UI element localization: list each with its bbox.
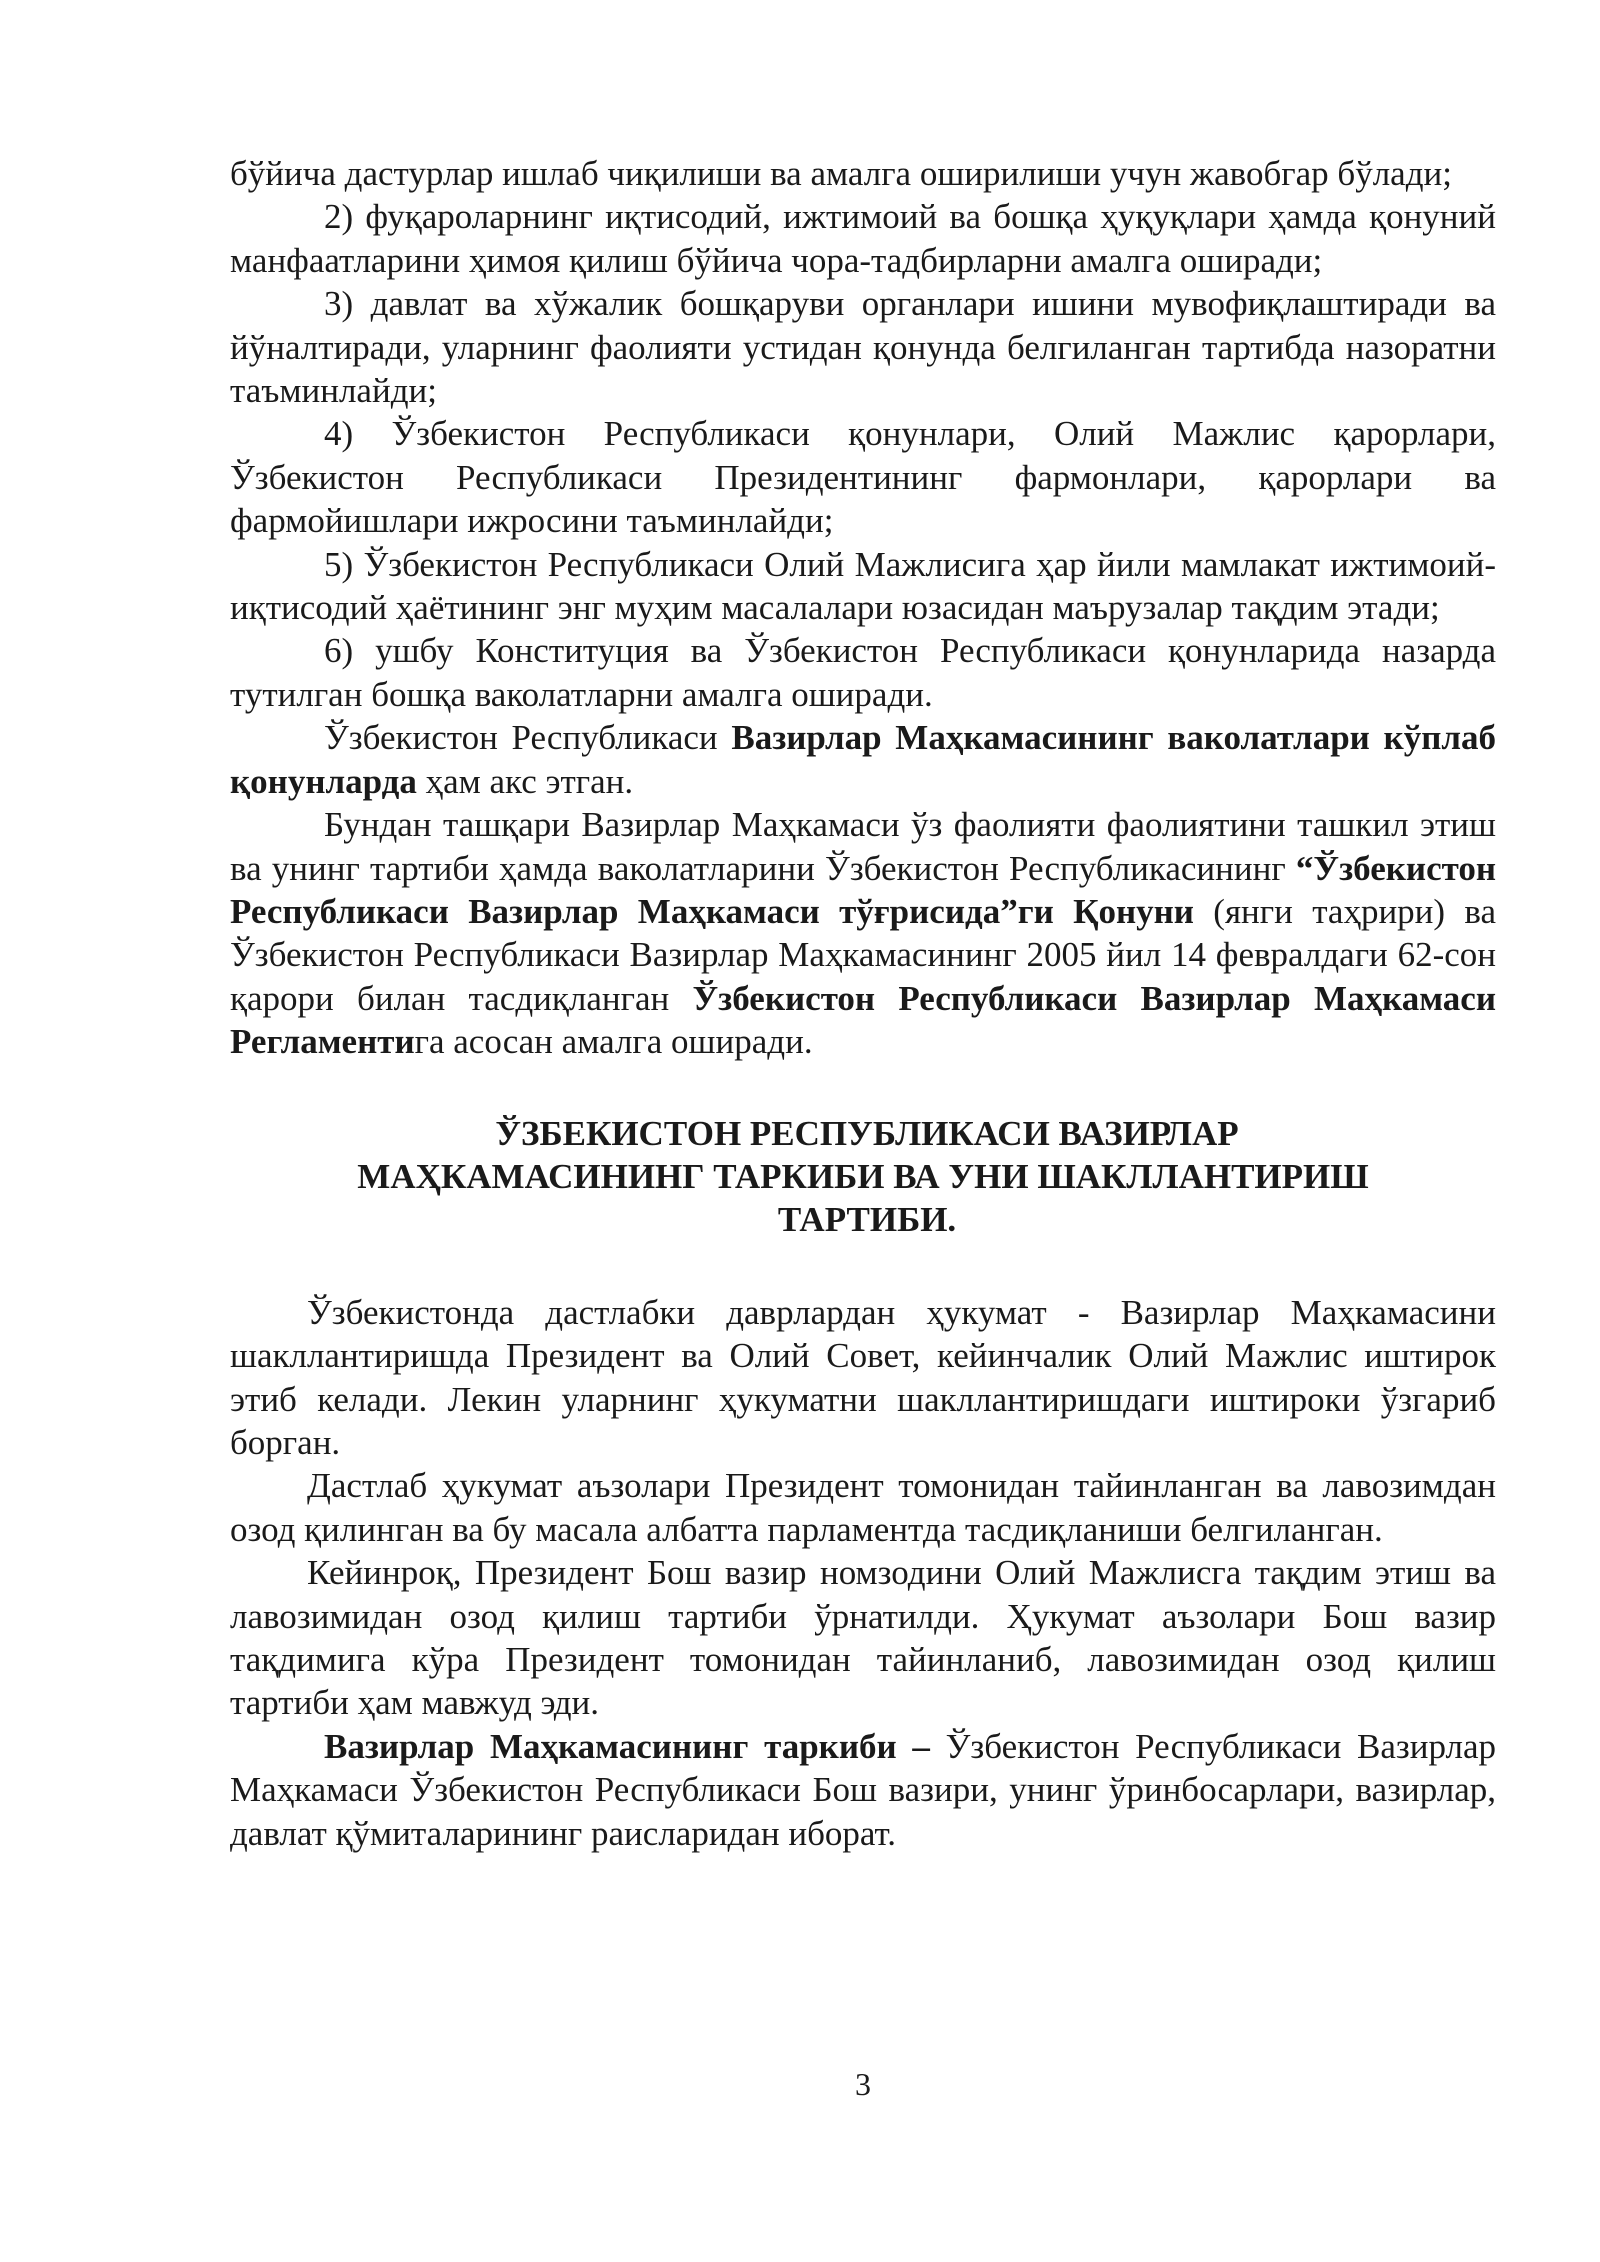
heading-line-1: ЎЗБЕКИСТОН РЕСПУБЛИКАСИ ВАЗИРЛАР <box>495 1113 1239 1153</box>
composition-rest: Ўзбекистон Республикаси Вазирлар Маҳкамаси Ўзбекистон Республикаси Бош вазири, унинг ўринбосарлари, вазирлар, давлат қўмиталарининг раисларидан иборат. <box>230 1726 1497 1853</box>
regulation-law-title: “Ўзбекистон Республикаси Вазирлар Маҳкамаси тўғрисида”ги Қонуни <box>230 848 1496 931</box>
page-number: 3 <box>855 2066 871 2102</box>
regulation-reglament-title: Ўзбекистон Республикаси Вазирлар Маҳкамаси Регламенти <box>230 978 1496 1062</box>
heading-line-3: ТАРТИБИ. <box>777 1200 957 1240</box>
list-item-2: 2) фуқароларнинг иқтисодий, ижтимоий ва бошқа ҳуқуқлари ҳамда қонуний манфаатларини ҳимоя қилиш бўйича чора-тадбирларни амалга оширади; <box>230 197 1496 280</box>
paragraph-powers <box>230 716 1496 803</box>
paragraph-continuation: бўйича дастурлар ишлаб чиқилиши ва амалга оширилиши учун жавобгар бўлади; <box>230 154 1452 193</box>
paragraph-composition <box>230 1725 1496 1855</box>
regulation-text-2: (янги таҳрири) ва Ўзбекистон Республикаси Вазирлар Маҳкамасининг 2005 йил 14 февралдаги 62-сон қарори билан тасдиқланган <box>230 891 1496 1018</box>
paragraph-initial-appointment: Дастлаб ҳукумат аъзолари Президент томонидан тайинланган ва лавозимдан озод қилинган ва бу масала албатта парламентда тасдиқланиши белгиланган. <box>230 1466 1496 1549</box>
regulation-text-1: Бундан ташқари Вазирлар Маҳкамаси ўз фаолияти фаолиятини ташкил этиш ва унинг тартиби ҳамда ваколатларини Ўзбекистон Республикасининг <box>230 805 1496 888</box>
heading-line-2: МАҲКАМАСИНИНГ ТАРКИБИ ВА УНИ ШАКЛЛАНТИРИШ <box>357 1156 1369 1196</box>
powers-text-after: ҳам акс этган. <box>416 761 634 801</box>
powers-text-bold: Вазирлар Маҳкамасининг ваколатлари кўплаб қонунларда <box>230 718 1496 801</box>
list-item-5: 5) Ўзбекистон Республикаси Олий Мажлисига ҳар йили мамлакат ижтимоий-иқтисодий ҳаётининг энг муҳим масалалари юзасидан маърузалар тақдим этади; <box>230 544 1496 628</box>
regulation-text-3: га асосан амалга оширади. <box>414 1022 813 1062</box>
list-item-3: 3) давлат ва хўжалик бошқаруви органлари ишини мувофиқлаштиради ва йўналтиради, уларнинг фаолияти устидан қонунда белгиланган тартибда назоратни таъминлайди; <box>230 284 1496 411</box>
section-heading <box>230 1112 1496 1242</box>
list-item-6: 6) ушбу Конституция ва Ўзбекистон Республикаси қонунларида назарда тутилган бошқа ваколатларни амалга оширади. <box>230 631 1496 714</box>
document-page <box>230 152 1496 1855</box>
paragraph-regulation <box>230 803 1496 1063</box>
paragraph-history: Ўзбекистонда дастлабки даврлардан ҳукумат - Вазирлар Маҳкамасини шакллантиришда Президент ва Олий Совет, кейинчалик Олий Мажлис иштирок этиб келади. Лекин уларнинг ҳукуматни шакллантиришдаги иштироки ўзгариб борган. <box>230 1292 1496 1462</box>
powers-text-before: Ўзбекистон Республикаси <box>324 718 732 758</box>
composition-bold: Вазирлар Маҳкамасининг таркиби – <box>324 1726 930 1766</box>
paragraph-later-procedure: Кейинроқ, Президент Бош вазир номзодини Олий Мажлисга тақдим этиш ва лавозимидан озод қилиш тартиби ўрнатилди. Ҳукумат аъзолари Бош вазир тақдимига кўра Президент томонидан тайинланиб, лавозимидан озод қилиш тартиби ҳам мавжуд эди. <box>230 1553 1496 1723</box>
list-item-4: 4) Ўзбекистон Республикаси қонунлари, Олий Мажлис қарорлари, Ўзбекистон Республикаси Президентининг фармонлари, қарорлари ва фармойишлари ижросини таъминлайди; <box>230 414 1496 541</box>
